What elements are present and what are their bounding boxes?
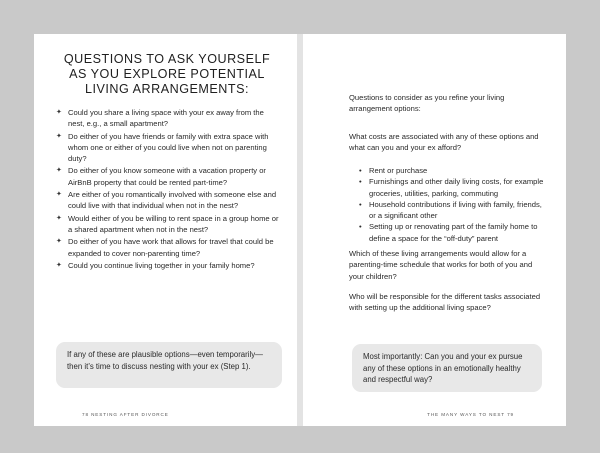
list-item: ✦ Could you continue living together in your family home? (56, 260, 255, 270)
schedule-question: Which of these living arrangements would allow for a parenting-time schedule that works for both of you and your children? (349, 249, 533, 281)
page-footer: THE MANY WAYS TO NEST 79 (427, 412, 514, 417)
diamond-bullet-icon: ✦ (56, 261, 62, 269)
list-item: • Setting up or renovating part of the family home to define a space for the “off-duty” parent (359, 222, 538, 243)
list-item: • Furnishings and other daily living costs, for example groceries, utilities, parking, commuting (359, 177, 544, 198)
callout-box: If any of these are plausible options—even temporarily—then it’s time to discuss nesting with your ex (Step 1). (56, 342, 282, 388)
list-item: ✦ Would either of you be willing to rent space in a group home or a shared apartment when not in the nest? (56, 213, 279, 234)
bullet-dot-icon: • (359, 199, 362, 209)
section-heading: QUESTIONS TO ASK YOURSELF AS YOU EXPLORE POTENTIAL LIVING ARRANGEMENTS: (63, 52, 271, 96)
question-list (56, 107, 281, 272)
bullet-dot-icon: • (359, 166, 362, 175)
diamond-bullet-icon: ✦ (56, 132, 62, 140)
diamond-bullet-icon: ✦ (56, 191, 62, 199)
page-footer: 78 NESTING AFTER DIVORCE (82, 412, 169, 417)
left-page (34, 34, 297, 426)
costs-question: What costs are associated with any of these options and what can you and your ex afford? (349, 132, 539, 153)
diamond-bullet-icon: ✦ (56, 238, 62, 246)
list-item: ✦ Could you share a living space with your ex away from the nest, e.g., a small apartment? (56, 108, 264, 129)
bullet-dot-icon: • (359, 222, 362, 232)
diamond-bullet-icon: ✦ (56, 214, 62, 222)
list-item: ✦ Are either of you romantically involved with someone else and could live with that individual when not in the nest? (56, 190, 277, 211)
intro-text: Questions to consider as you refine your living arrangement options: (349, 93, 505, 114)
list-item: ✦ Do either of you know someone with a vacation property or AirBnB property that could be rented part-time? (56, 166, 266, 187)
diamond-bullet-icon: ✦ (56, 109, 62, 116)
bullet-dot-icon: • (359, 177, 362, 187)
responsibility-question: Who will be responsible for the different tasks associated with setting up the additional living space? (349, 292, 541, 313)
list-item: ✦ Do either of you have work that allows for travel that could be expanded to cover non-parenting time? (56, 237, 274, 258)
list-item: • Household contributions if living with family, friends, or a significant other (359, 199, 542, 221)
callout-box: Most importantly: Can you and your ex pursue any of these options in an emotionally healthy and respectful way? (352, 344, 542, 392)
list-item: ✦ Do either of you have friends or family with extra space with whom one or either of you could live when not on parenting duty? (56, 131, 269, 164)
right-page (303, 34, 566, 426)
list-item: • Rent or purchase (359, 166, 428, 175)
cost-list (359, 165, 547, 244)
diamond-bullet-icon: ✦ (56, 167, 62, 175)
